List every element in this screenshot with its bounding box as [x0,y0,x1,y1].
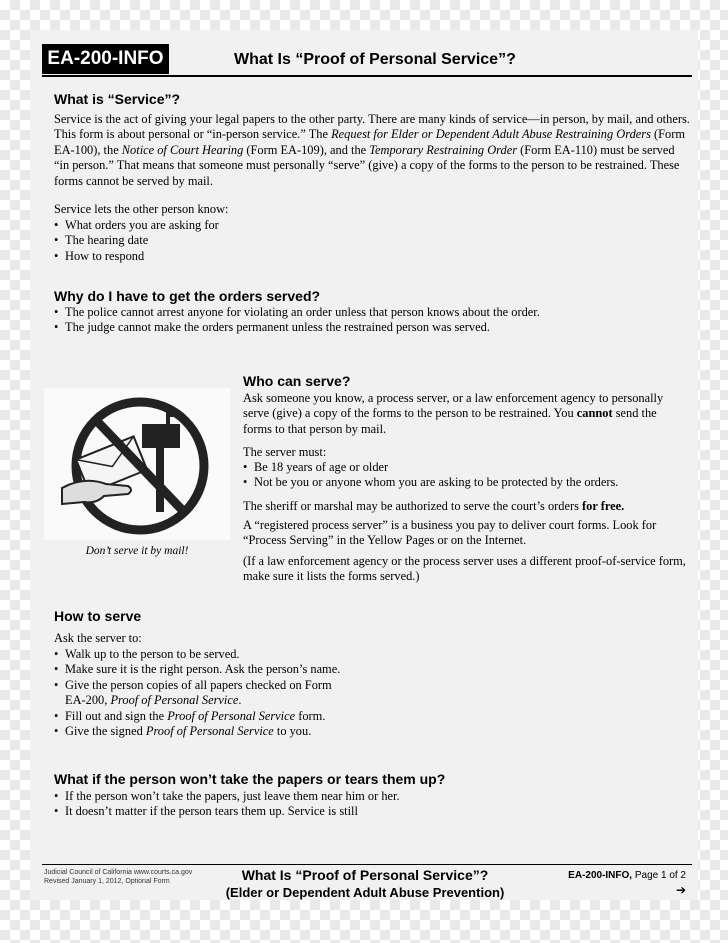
how-intro: Ask the server to: [54,631,142,645]
list-item: • Give the signed Proof of Personal Service to you. [54,724,354,739]
section-heading-why: Why do I have to get the orders served? [54,288,321,304]
list-item: • Not be you or anyone whom you are asking to be protected by the orders. [243,475,688,490]
service-paragraph: Service is the act of giving your legal papers to the other party. There are many kinds of service—in person, by mail, and others. This form is about personal or “in-person service.” The Request for Elder or Dependent Adult Abuse Restraining Orders (Form EA-100), the Notice of Court Hearing (Form EA-109), and the Temporary Restraining Order (Form EA-110) must be served “in person.” That means that someone must personally “serve” (give) a copy of the forms to the person to be restrained. These forms cannot be served by mail. [54,112,690,188]
footer-left-line-1: Judicial Council of California www.courts.ca.gov [44,869,193,876]
refuse-bullet-list [54,789,690,820]
list-item: • How to respond [54,249,219,264]
list-item: • Be 18 years of age or older [243,460,688,475]
list-item: • The hearing date [54,233,219,248]
next-page-arrow-icon: ➔ [675,883,686,897]
footer-left-line-2: Revised January 1, 2012, Optional Form [44,878,170,885]
no-mail-illustration [44,388,230,540]
who-sheriff: The sheriff or marshal may be authorized to serve the court’s orders for free. [243,499,625,513]
header-rule [42,75,692,77]
list-item: • What orders you are asking for [54,218,219,233]
section-heading-service: What is “Service”? [54,91,181,107]
footer-center [220,867,510,901]
footer-rule [42,864,692,865]
no-mail-icon [44,388,230,540]
who-agency: (If a law enforcement agency or the process server uses a different proof-of-service form, make sure it lists the forms served.) [243,554,686,584]
list-item: • Make sure it is the right person. Ask the person’s name. [54,662,354,677]
section-heading-refuse: What if the person won’t take the papers or tears them up? [54,771,446,787]
service-lets-know: Service lets the other person know: [54,202,229,216]
list-item: • If the person won’t take the papers, just leave them near him or her. [54,789,690,804]
section-heading-who: Who can serve? [243,373,351,389]
who-must: The server must: [243,445,327,459]
page-title: What Is “Proof of Personal Service”? [234,51,516,68]
section-heading-how: How to serve [54,608,142,624]
list-item: • The police cannot arrest anyone for violating an order unless that person knows about the order. [54,305,690,320]
footer-right [568,870,686,897]
list-item: • Give the person copies of all papers checked on Form EA-200, Proof of Personal Service. [54,678,354,709]
how-bullet-list [54,647,354,739]
who-registered: A “registered process server” is a business you pay to deliver court forms. Look for “Process Serving” in the Yellow Pages or on the Internet. [243,518,657,548]
footer-left [44,868,192,886]
who-paragraph: Ask someone you know, a process server, or a law enforcement agency to personally serve (give) a copy of the forms to the person to be restrained. You cannot send the forms to that person by mail. [243,391,664,436]
form-id-badge: EA-200-INFO [42,44,169,74]
list-item: • Fill out and sign the Proof of Personal Service form. [54,709,354,724]
service-bullet-list [54,218,219,264]
why-bullet-list [54,305,690,336]
list-item: • It doesn’t matter if the person tears them up. Service is still [54,804,690,819]
footer-center-title: What Is “Proof of Personal Service”? [241,867,489,883]
list-item: • The judge cannot make the orders permanent unless the restrained person was served. [54,320,690,335]
illustration-caption: Don’t serve it by mail! [85,545,189,557]
footer-center-subtitle: (Elder or Dependent Adult Abuse Prevention) [225,885,505,900]
list-item: • Walk up to the person to be served. [54,647,354,662]
document-page [30,30,698,900]
who-bullet-list [243,460,688,491]
footer-page-indicator: EA-200-INFO, Page 1 of 2 [568,870,686,881]
